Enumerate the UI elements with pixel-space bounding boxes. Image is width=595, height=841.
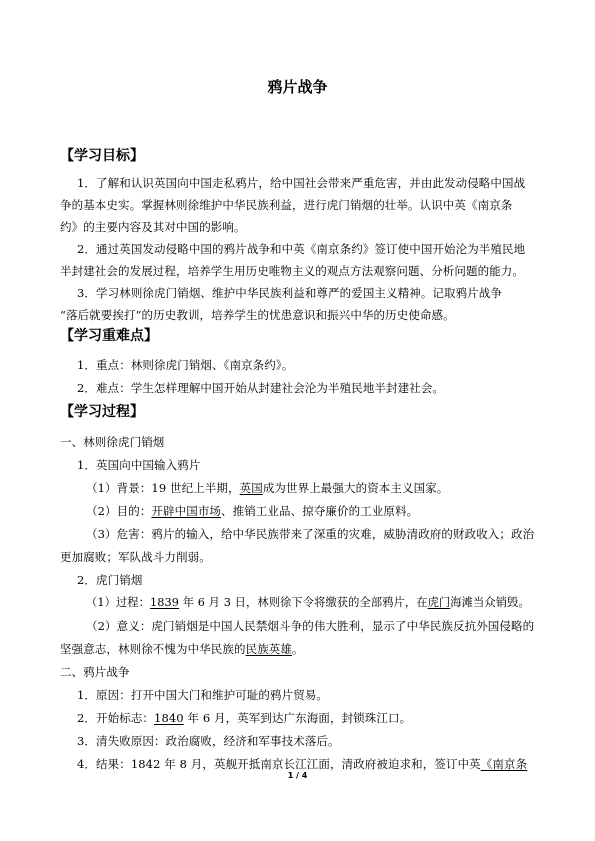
blank-answer-treaty: 《南京条 bbox=[480, 757, 528, 771]
subsection-1-title: 一、林则徐虎门销烟 bbox=[60, 435, 165, 449]
goal-2-line-1: 2．通过英国发动侵略中国的鸦片战争和中英《南京条约》签订使中国开始沦为半殖民地 bbox=[77, 242, 526, 256]
blank-answer-humen: 虎门 bbox=[427, 596, 451, 609]
goal-2-line-2: 半封建社会的发展过程，培养学生用历史唯物主义的观点方法观察问题、分析问题的能力。 bbox=[60, 264, 524, 278]
goal-1-line-2: 争的基本史实。掌握林则徐维护中华民族利益，进行虎门销烟的壮举。认识中英《南京条 bbox=[60, 198, 513, 212]
subsection-1-1-title: 1．英国向中国输入鸦片 bbox=[77, 458, 201, 472]
subsection-2-title: 二、鸦片战争 bbox=[60, 665, 130, 679]
goal-1-line-3: 约》的主要内容及其对中国的影响。 bbox=[60, 220, 246, 234]
page-title: 鸦片战争 bbox=[267, 78, 328, 96]
war-result: 4．结果：1842 年 8 月，英舰开抵南京长江江面，清政府被迫求和，签订中英《南京条 bbox=[77, 757, 528, 771]
blank-answer-hero: 民族英雄 bbox=[245, 642, 293, 656]
subsection-1-2-title: 2．虎门销烟 bbox=[77, 573, 143, 587]
harm-line-1: （3）危害：鸦片的输入，给中华民族带来了深重的灾难，威胁清政府的财政收入；政治 bbox=[86, 527, 535, 541]
blank-answer-1840: 1840 bbox=[154, 711, 184, 725]
goal-3-line-2: “落后就要挨打”的历史教训，培养学生的忧患意识和振兴中华的历史使命感。 bbox=[60, 308, 455, 322]
process-line: （1）过程：1839 年 6 月 3 日，林则徐下令将缴获的全部鸦片，在虎门海滩当众销毁。 bbox=[86, 596, 530, 609]
blank-answer-britain: 英国 bbox=[239, 481, 263, 495]
key-point-1: 1．重点：林则徐虎门销烟、《南京条约》。 bbox=[77, 358, 294, 372]
significance-line-2: 坚强意志，林则徐不愧为中华民族的民族英雄。 bbox=[60, 642, 304, 656]
war-defeat-reason: 3．清失败原因：政治腐败，经济和军事技术落后。 bbox=[77, 734, 340, 748]
war-cause: 1．原因：打开中国大门和维护可耻的鸦片贸易。 bbox=[77, 688, 329, 702]
key-point-2: 2．难点：学生怎样理解中国开始从封建社会沦为半殖民地半封建社会。 bbox=[77, 381, 445, 395]
page-number: 1 / 4 bbox=[287, 771, 308, 780]
aim-line: （2）目的：开辟中国市场、推销工业品、掠夺廉价的工业原料。 bbox=[86, 504, 419, 518]
goal-3-line-1: 3．学习林则徐虎门销烟、维护中华民族利益和尊严的爱国主义精神。记取鸦片战争 bbox=[77, 286, 503, 300]
section-heading-goals: 【学习目标】 bbox=[60, 148, 144, 164]
blank-answer-1839: 1839 bbox=[150, 596, 180, 609]
blank-answer-market: 开辟中国市场 bbox=[151, 504, 222, 518]
background-line: （1）背景：19 世纪上半期，英国成为世界上最强大的资本主义国家。 bbox=[86, 481, 449, 495]
significance-line-1: （2）意义：虎门销烟是中国人民禁烟斗争的伟大胜利，显示了中华民族反抗外国侵略的 bbox=[86, 619, 535, 633]
section-heading-process: 【学习过程】 bbox=[60, 404, 144, 420]
section-heading-key-points: 【学习重难点】 bbox=[60, 328, 158, 344]
harm-line-2: 更加腐败；军队战斗力削弱。 bbox=[60, 550, 211, 564]
war-start: 2．开始标志：1840 年 6 月，英军到达广东海面，封锁珠江口。 bbox=[77, 711, 412, 725]
goal-1-line-1: 1．了解和认识英国向中国走私鸦片，给中国社会带来严重危害，并由此发动侵略中国战 bbox=[77, 176, 526, 190]
